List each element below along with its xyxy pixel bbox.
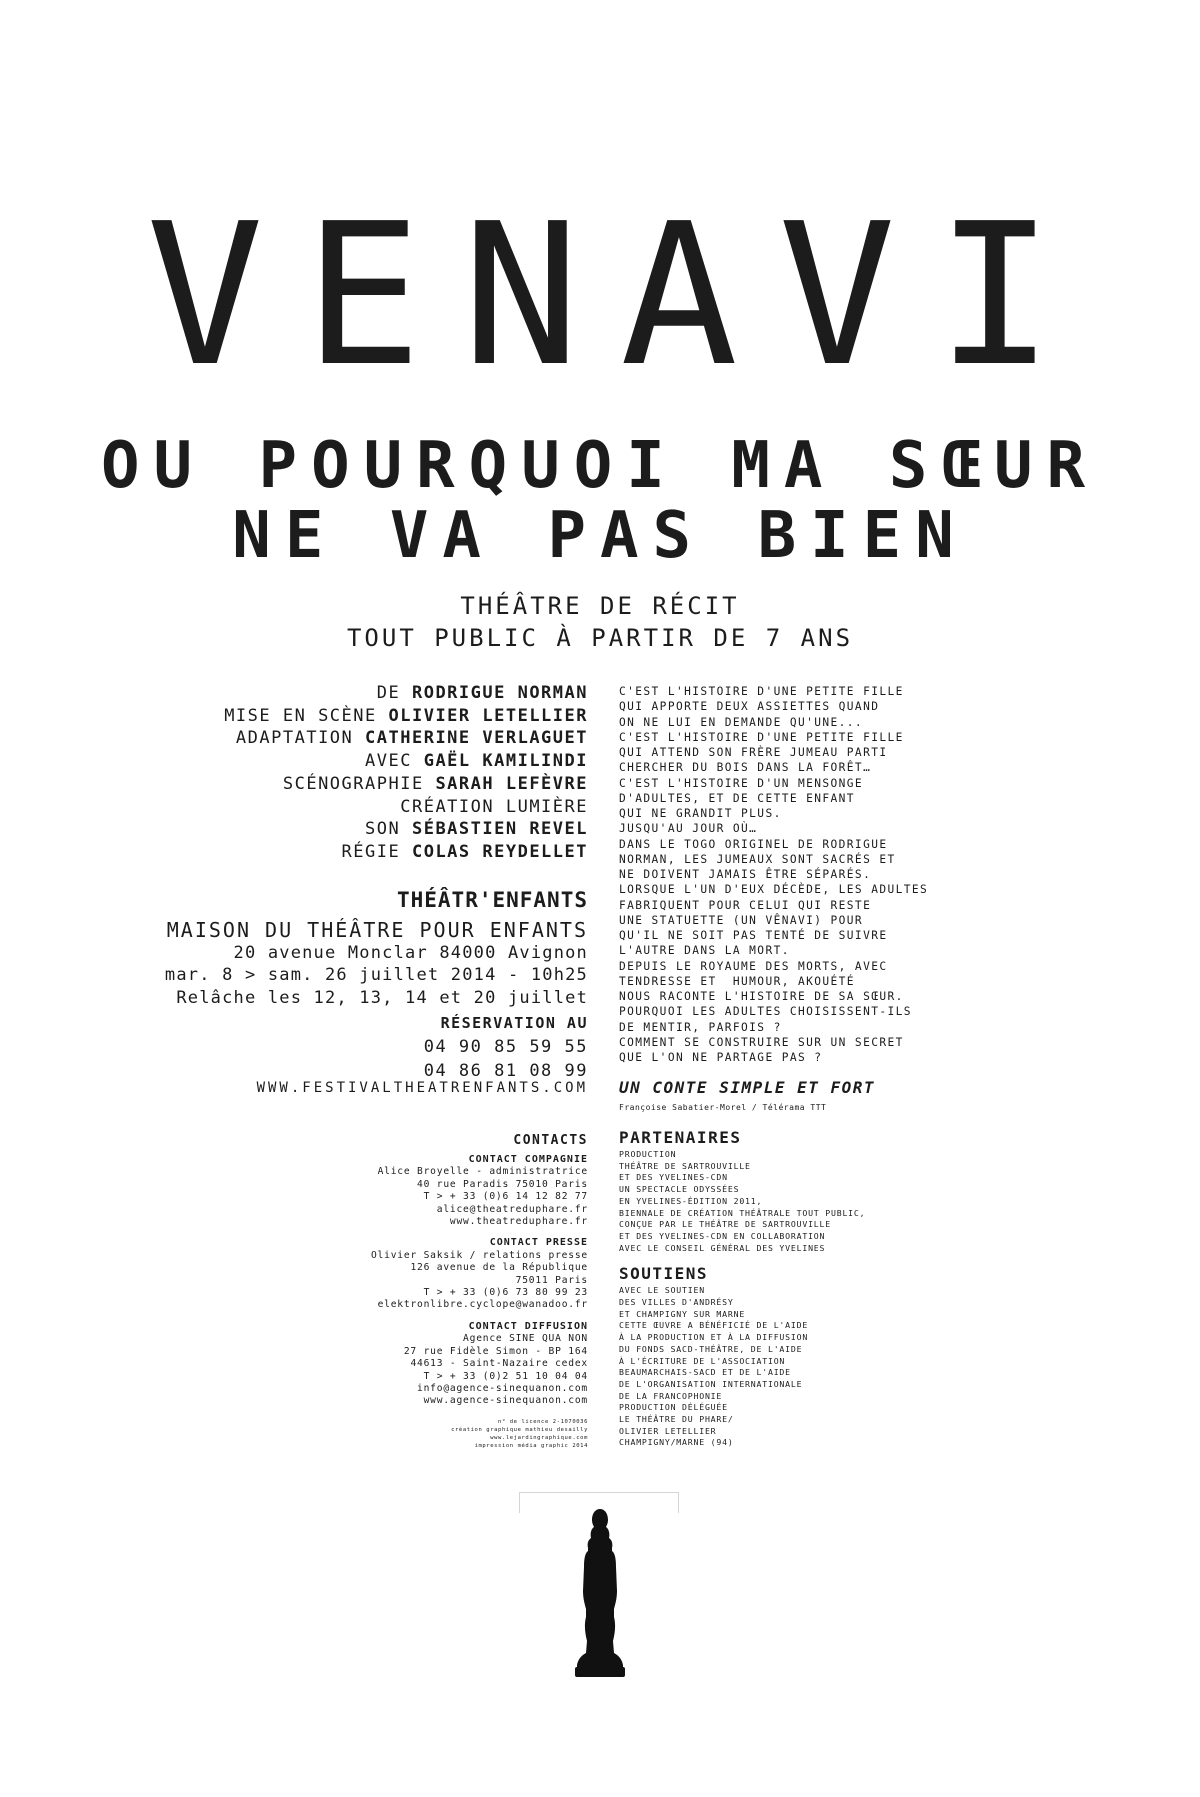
venue-address: 20 avenue Monclar 84000 Avignon	[233, 942, 588, 963]
review-quote: UN CONTE SIMPLE ET FORT	[619, 1078, 876, 1097]
poster-title: VENAVI	[145, 182, 1094, 410]
story-line: ON NE LUI EN DEMANDE QU'UNE...	[619, 715, 864, 729]
credit-role: DE	[376, 683, 401, 703]
contact-email[interactable]: info@agence-sinequanon.com	[417, 1382, 588, 1394]
contacts-heading: CONTACTS	[513, 1133, 588, 1148]
venue-closures: Relâche les 12, 13, 14 et 20 juillet	[176, 988, 588, 1009]
contact-presse-label: CONTACT PRESSE	[489, 1237, 588, 1249]
venue-details	[165, 919, 588, 1010]
credits-block	[224, 682, 588, 864]
contacts-block	[371, 1132, 588, 1408]
credit-line	[224, 750, 588, 773]
story-line: QUI NE GRANDIT PLUS.	[619, 807, 782, 820]
contact-line: 44613 - Saint-Nazaire cedex	[410, 1358, 588, 1370]
contact-website[interactable]: www.agence-sinequanon.com	[423, 1395, 588, 1407]
credit-line	[224, 727, 588, 750]
credit-name: GAËL KAMILINDI	[423, 751, 588, 772]
credit-line	[224, 818, 588, 841]
partenaires-lines	[619, 1149, 865, 1254]
story-line: POURQUOI LES ADULTES CHOISISSENT-ILS	[619, 1005, 912, 1019]
genre-line-2: TOUT PUBLIC À PARTIR DE 7 ANS	[346, 624, 854, 652]
story-line: TENDRESSE ET HUMOUR, AKOUÉTÉ	[619, 974, 855, 988]
story-line: QUI ATTEND SON FRÈRE JUMEAU PARTI	[619, 746, 888, 759]
soutiens-line: AVEC LE SOUTIEN	[619, 1285, 705, 1296]
story-line: DE MENTIR, PARFOIS ?	[619, 1020, 782, 1034]
soutiens-line: À L'ÉCRITURE DE L'ASSOCIATION	[619, 1355, 786, 1366]
contact-diffusion-label: CONTACT DIFFUSION	[468, 1320, 588, 1332]
credit-name: CATHERINE VERLAGUET	[365, 728, 588, 749]
festival-website-link[interactable]: WWW.FESTIVALTHEATRENFANTS.COM	[256, 1080, 588, 1096]
partenaires-line: UN SPECTACLE ODYSSÉES	[619, 1184, 740, 1195]
review-source: Françoise Sabatier-Morel / Télérama TTT	[619, 1103, 827, 1112]
contact-email[interactable]: alice@theatreduphare.fr	[436, 1203, 588, 1215]
story-line: LORSQUE L'UN D'EUX DÉCÈDE, LES ADULTES	[619, 883, 929, 897]
contact-website[interactable]: www.theatreduphare.fr	[449, 1216, 588, 1228]
credit-role: RÉGIE	[341, 841, 401, 862]
partners-block	[619, 1128, 865, 1449]
credit-line	[224, 705, 588, 728]
partenaires-line: ET DES YVELINES-CDN	[619, 1172, 728, 1183]
credit-role: CRÉATION LUMIÈRE	[400, 796, 588, 817]
soutiens-heading: SOUTIENS	[619, 1264, 709, 1284]
soutiens-line: DU FONDS SACD-THÉÂTRE, DE L'AIDE	[619, 1343, 803, 1354]
story-line: QUI APPORTE DEUX ASSIETTES QUAND	[619, 700, 880, 714]
phone-number[interactable]: 04 86 81 08 99	[423, 1061, 588, 1081]
subtitle-line-1: OU POURQUOI MA SŒUR	[100, 429, 1100, 503]
soutiens-line: ET CHAMPIGNY SUR MARNE	[619, 1308, 746, 1319]
credit-role: SCÉNOGRAPHIE	[282, 773, 424, 794]
partenaires-line: BIENNALE DE CRÉATION THÉÂTRALE TOUT PUBLIC,	[619, 1207, 866, 1218]
genre-line-1: THÉÂTRE DE RÉCIT	[460, 592, 740, 620]
print-credit-line: impression média graphic 2014	[474, 1443, 588, 1449]
contact-line: Olivier Saksik / relations presse	[370, 1249, 588, 1261]
story-line: JUSQU'AU JOUR OÙ…	[619, 822, 758, 836]
reservation-phones	[424, 1035, 588, 1083]
venue-house: MAISON DU THÉÂTRE POUR ENFANTS	[166, 918, 588, 942]
soutiens-line: OLIVIER LETELLIER	[619, 1425, 717, 1436]
credit-name: SARAH LEFÈVRE	[435, 773, 588, 794]
soutiens-line: LE THÉÂTRE DU PHARE/	[619, 1414, 734, 1425]
soutiens-lines	[619, 1285, 865, 1449]
soutiens-line: DE L'ORGANISATION INTERNATIONALE	[619, 1378, 803, 1389]
credit-line	[224, 682, 588, 705]
credit-line	[224, 841, 588, 864]
story-text	[619, 684, 928, 1065]
subtitle-line-2: NE VA PAS BIEN	[232, 499, 968, 573]
print-credit-line: n° de licence 2-1070036	[498, 1419, 588, 1425]
soutiens-line: CETTE ŒUVRE A BÉNÉFICIÉ DE L'AIDE	[619, 1320, 809, 1331]
contact-line: 75011 Paris	[515, 1274, 588, 1286]
soutiens-line: DE LA FRANCOPHONIE	[619, 1390, 723, 1401]
story-line: CHERCHER DU BOIS DANS LA FORÊT…	[619, 761, 872, 775]
statuette-icon	[569, 1507, 631, 1679]
contact-line: Alice Broyelle - administratrice	[377, 1166, 588, 1178]
phone-number[interactable]: 04 90 85 59 55	[423, 1037, 588, 1057]
soutiens-line: PRODUCTION DÉLÉGUÉE	[619, 1402, 728, 1413]
contact-email[interactable]: elektronlibre.cyclope@wanadoo.fr	[377, 1299, 588, 1311]
story-line: DANS LE TOGO ORIGINEL DE RODRIGUE	[619, 837, 888, 851]
story-line: QUE L'ON NE PARTAGE PAS ?	[619, 1051, 823, 1064]
story-line: DEPUIS LE ROYAUME DES MORTS, AVEC	[619, 959, 888, 973]
partenaires-heading: PARTENAIRES	[619, 1128, 742, 1147]
credit-line	[224, 796, 588, 819]
partenaires-line: AVEC LE CONSEIL GÉNÉRAL DES YVELINES	[619, 1242, 826, 1253]
soutiens-line: DES VILLES D'ANDRÉSY	[619, 1297, 734, 1308]
print-credit-line: création graphique mathieu desailly	[451, 1427, 588, 1433]
print-credit-line: www.lejardingraphique.com	[490, 1435, 588, 1441]
story-line: D'ADULTES, ET DE CETTE ENFANT	[619, 791, 855, 805]
contact-compagnie-label: CONTACT COMPAGNIE	[468, 1154, 588, 1165]
credit-name: COLAS REYDELLET	[411, 841, 588, 862]
contact-line: Agence SINE QUA NON	[463, 1333, 588, 1345]
contact-line: T > + 33 (0)2 51 10 04 04	[423, 1370, 588, 1382]
soutiens-line: À LA PRODUCTION ET À LA DIFFUSION	[619, 1332, 809, 1343]
credit-name: OLIVIER LETELLIER	[388, 705, 588, 726]
partenaires-line: PRODUCTION	[619, 1149, 677, 1159]
story-line: NOUS RACONTE L'HISTOIRE DE SA SŒUR.	[619, 990, 904, 1003]
story-line: FABRIQUENT POUR CELUI QUI RESTE	[619, 898, 872, 912]
venue-name: THÉÂTR'ENFANTS	[396, 888, 588, 912]
credit-line	[224, 773, 588, 796]
print-credits	[451, 1418, 588, 1450]
reservation-label: RÉSERVATION AU	[440, 1014, 588, 1032]
credit-role: AVEC	[365, 751, 412, 772]
contact-line: 27 rue Fidèle Simon - BP 164	[403, 1345, 588, 1357]
story-line: L'AUTRE DANS LA MORT.	[619, 944, 790, 958]
venue-dates: mar. 8 > sam. 26 juillet 2014 - 10h25	[164, 965, 588, 986]
credit-role: ADAPTATION	[235, 728, 354, 749]
story-line: NORMAN, LES JUMEAUX SONT SACRÉS ET	[619, 852, 896, 866]
credit-role: MISE EN SCÈNE	[224, 705, 377, 726]
soutiens-line: CHAMPIGNY/MARNE (94)	[619, 1437, 734, 1448]
partenaires-line: ET DES YVELINES-CDN EN COLLABORATION	[619, 1230, 826, 1241]
contact-line: 126 avenue de la République	[410, 1262, 588, 1274]
story-line: UNE STATUETTE (UN VÊNAVI) POUR	[619, 913, 864, 927]
contact-line: 40 rue Paradis 75010 Paris	[417, 1178, 588, 1190]
contact-line: T > + 33 (0)6 14 12 82 77	[423, 1191, 588, 1203]
soutiens-line: BEAUMARCHAIS-SACD ET DE L'AIDE	[619, 1367, 791, 1378]
story-line: NE DOIVENT JAMAIS ÊTRE SÉPARÉS.	[619, 868, 872, 881]
credit-name: SÉBASTIEN REVEL	[411, 819, 588, 840]
story-line: QU'IL NE SOIT PAS TENTÉ DE SUIVRE	[619, 929, 888, 942]
story-line: C'EST L'HISTOIRE D'UN MENSONGE	[619, 776, 864, 790]
partenaires-line: CONÇUE PAR LE THÉÂTRE DE SARTROUVILLE	[619, 1219, 831, 1230]
partenaires-line: EN YVELINES-ÉDITION 2011,	[619, 1195, 763, 1206]
credit-name: RODRIGUE NORMAN	[411, 683, 588, 703]
partenaires-line: THÉÂTRE DE SARTROUVILLE	[619, 1160, 751, 1171]
contact-line: T > + 33 (0)6 73 80 99 23	[423, 1287, 588, 1299]
credit-role: SON	[365, 819, 401, 840]
story-line: COMMENT SE CONSTRUIRE SUR UN SECRET	[619, 1035, 904, 1049]
story-line: C'EST L'HISTOIRE D'UNE PETITE FILLE	[619, 685, 904, 698]
story-line: C'EST L'HISTOIRE D'UNE PETITE FILLE	[619, 730, 904, 744]
